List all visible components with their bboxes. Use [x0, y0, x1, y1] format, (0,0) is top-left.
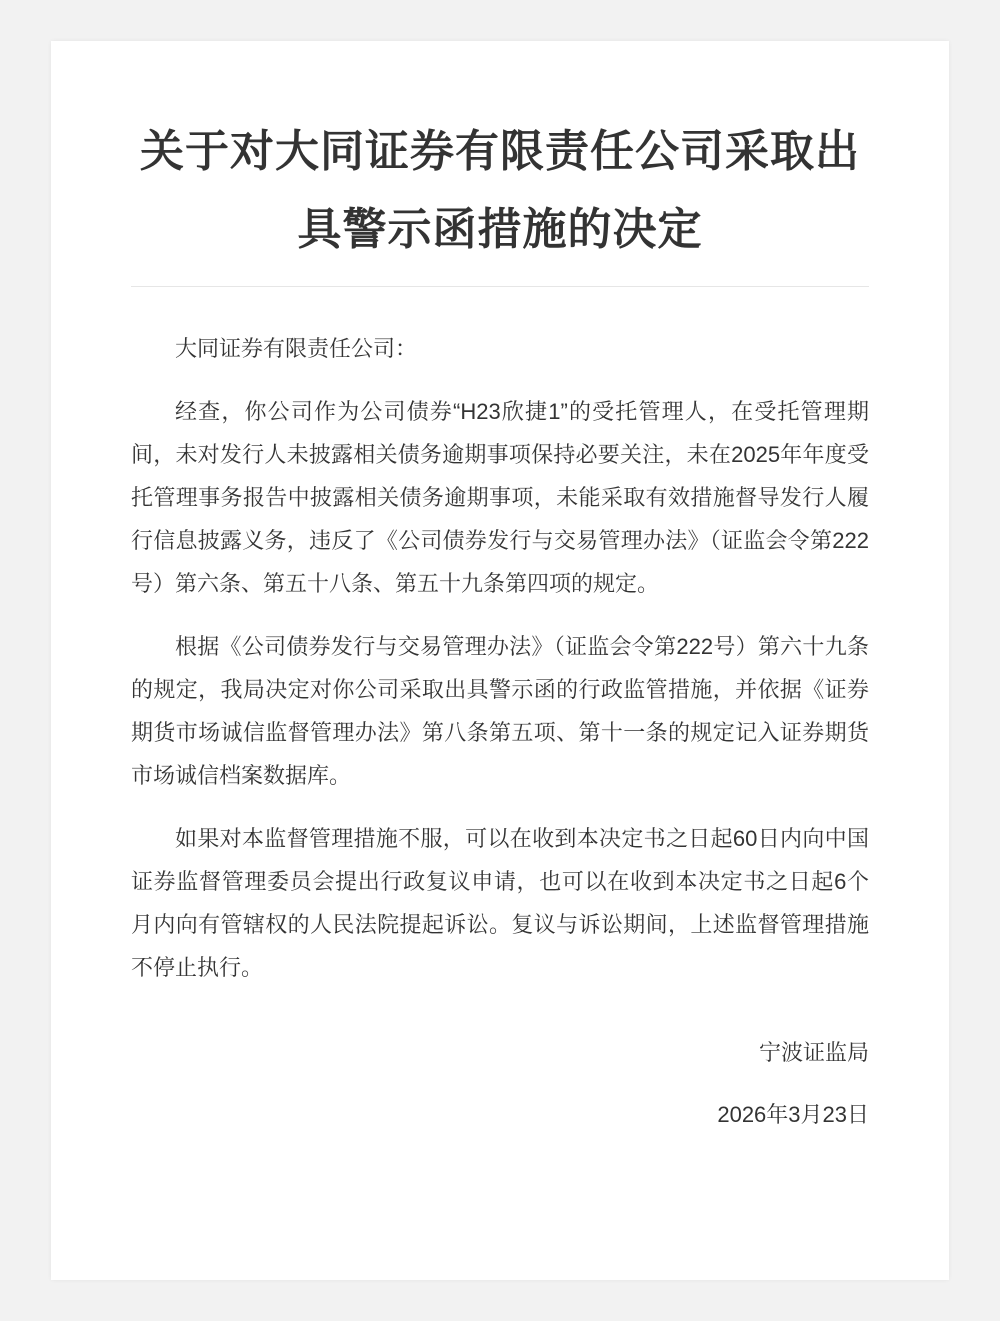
paragraph-decision: 根据《公司债券发行与交易管理办法》（证监会令第222号）第六十九条的规定，我局决定对你公司采取出具警示函的行政监管措施，并依据《证券期货市场诚信监督管理办法》第八条第五项、第十一条的规定记入证券期货市场诚信档案数据库。 — [131, 634, 869, 788]
document-body — [131, 327, 869, 1136]
paragraph-findings: 经查，你公司作为公司债券“H23欣捷1”的受托管理人，在受托管理期间，未对发行人未披露相关债务逾期事项保持必要关注，未在2025年年度受托管理事务报告中披露相关债务逾期事项，未能采取有效措施督导发行人履行信息披露义务，违反了《公司债券发行与交易管理办法》（证监会令第222号）第六条、第五十八条、第五十九条第四项的规定。 — [131, 399, 869, 596]
document-card — [51, 41, 949, 1280]
title-divider — [131, 286, 869, 287]
salutation: 大同证券有限责任公司： — [175, 336, 418, 361]
document-title: 关于对大同证券有限责任公司采取出具警示函措施的决定 — [140, 127, 860, 254]
issue-date: 2026年3月23日 — [717, 1102, 869, 1127]
paragraph-appeal: 如果对本监督管理措施不服，可以在收到本决定书之日起60日内向中国证券监督管理委员会提出行政复议申请，也可以在收到本决定书之日起6个月内向有管辖权的人民法院提起诉讼。复议与诉讼期间，上述监督管理措施不停止执行。 — [131, 826, 869, 980]
issuer-signature: 宁波证监局 — [758, 1040, 869, 1065]
document-content — [131, 113, 869, 1156]
